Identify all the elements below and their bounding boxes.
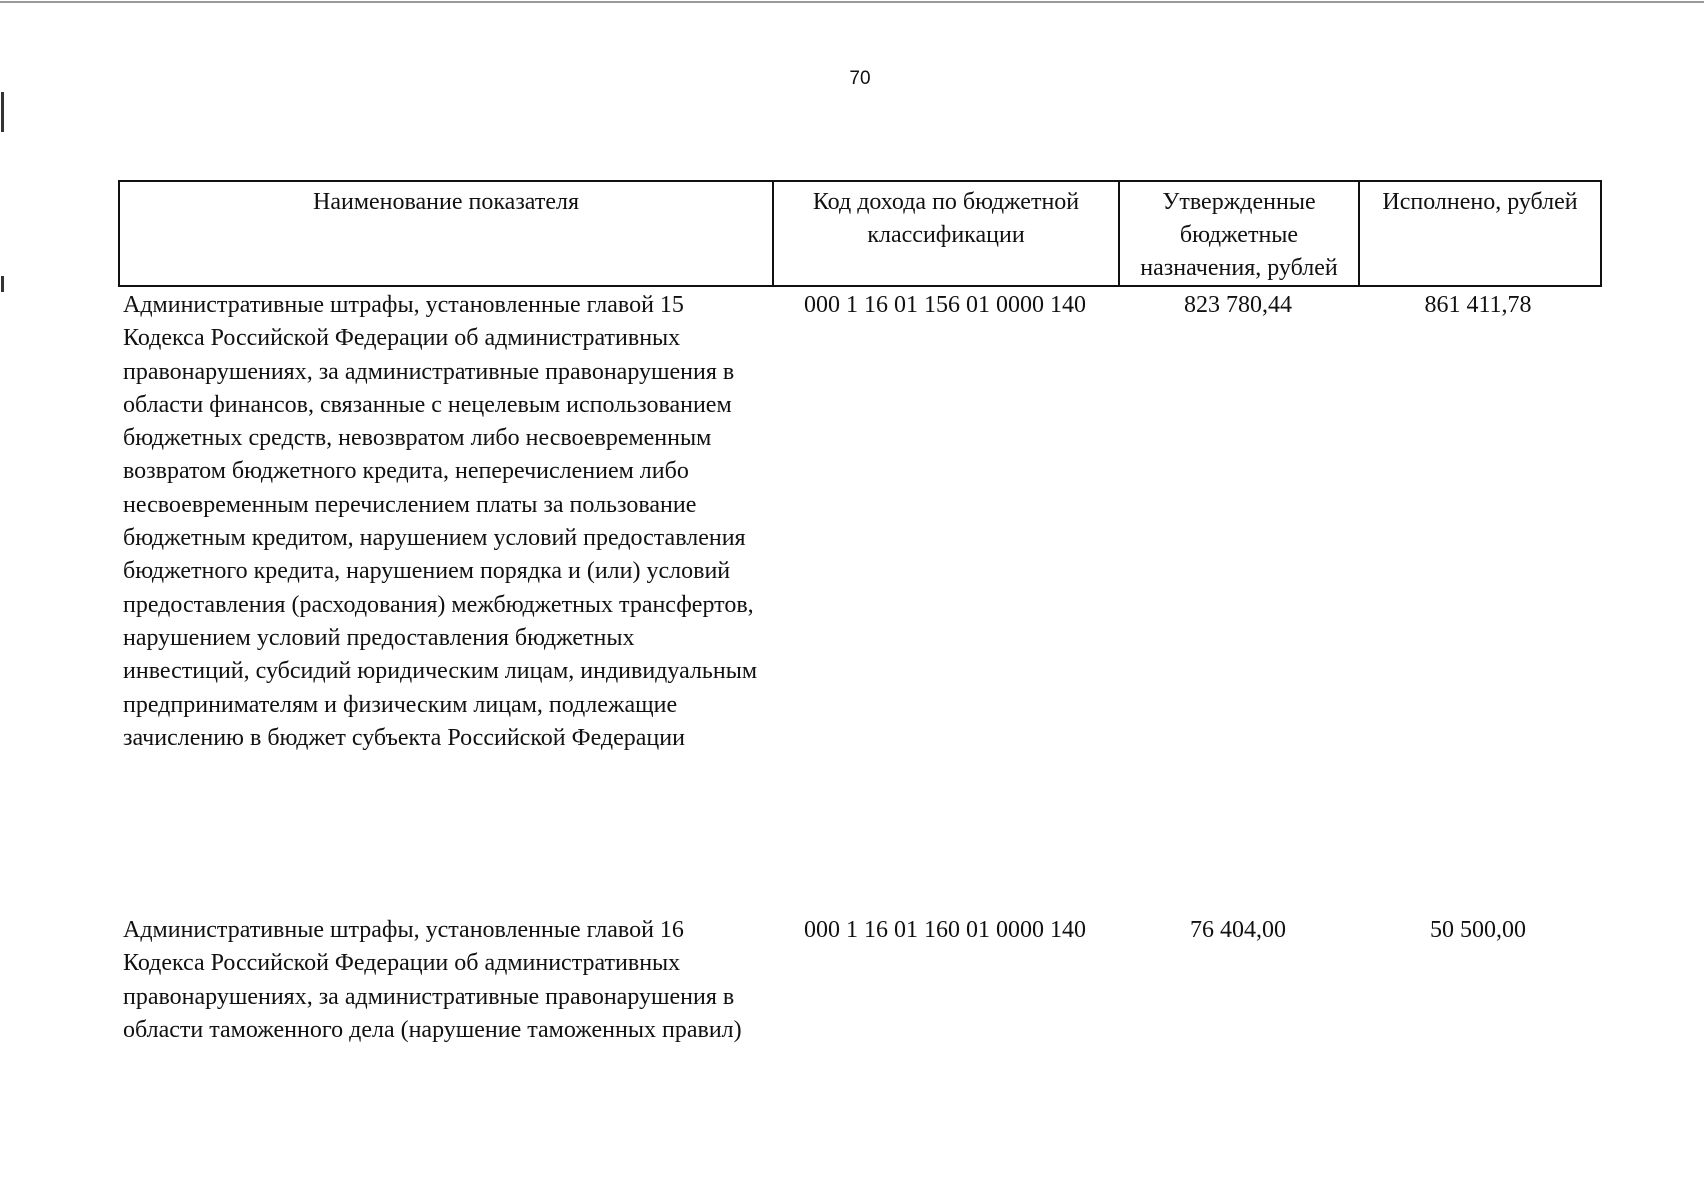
row-executed: 50 500,00 (1430, 917, 1526, 943)
header-name: Наименование показателя (120, 182, 774, 285)
header-approved: Утвержденные бюджетные назначения, рублей (1120, 182, 1360, 285)
page-number: 70 (849, 68, 871, 89)
row-code: 000 1 16 01 156 01 0000 140 (804, 292, 1086, 318)
header-code: Код дохода по бюджетной классификации (774, 182, 1120, 285)
header-executed: Исполнено, рублей (1382, 189, 1578, 215)
row-executed: 861 411,78 (1424, 292, 1532, 318)
row-code: 000 1 16 01 160 01 0000 140 (804, 917, 1086, 943)
table-row (118, 289, 1602, 755)
scan-margin-mark (1, 276, 4, 292)
row-approved: 76 404,00 (1190, 917, 1286, 943)
scan-top-edge (0, 1, 1704, 3)
table-header (118, 180, 1602, 287)
row-name: Административные штрафы, установленные главой 16 Кодекса Российской Федерации об административных правонарушениях, за административные правонарушения в области таможенного дела (нарушение таможенных правил) (123, 917, 742, 1043)
scan-margin-mark (1, 92, 4, 132)
row-approved: 823 780,44 (1184, 292, 1292, 318)
row-name: Административные штрафы, установленные главой 15 Кодекса Российской Федерации об административных правонарушениях, за административные правонарушения в области финансов, связанные с нецелевым использованием бюджетных средств, невозвратом либо несвоевременным возвратом бюджетного кредита, неперечислением либо несвоевременным перечислением платы за пользование бюджетным кредитом, нарушением условий предоставления бюджетного кредита, нарушением порядка и (или) условий предоставления (расходования) межбюджетных трансфертов, нарушением условий предоставления бюджетных инвестиций, субсидий юридическим лицам, индивидуальным предпринимателям и физическим лицам, подлежащие зачислению в бюджет субъекта Российской Федерации (123, 292, 758, 751)
table-row (118, 914, 1602, 1047)
